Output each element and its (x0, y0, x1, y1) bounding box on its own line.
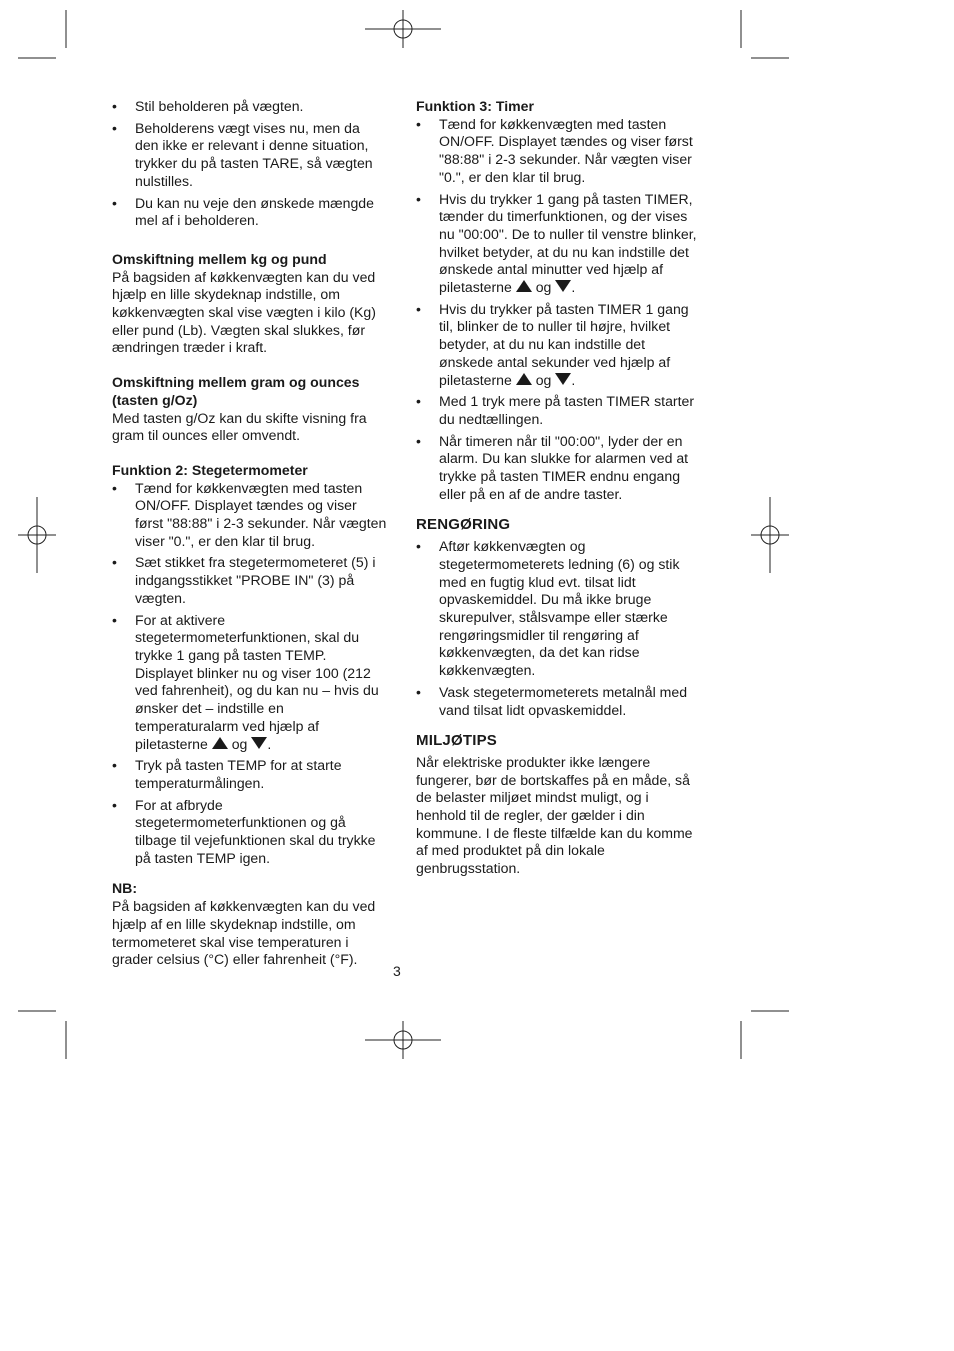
list-item: • Stil beholderen på vægten. (112, 98, 387, 116)
og-text: og (535, 371, 552, 388)
list-item: • Når timeren når til "00:00", lyder der en alarm. Du kan slukke for alarmen ved at trykke på tasten TIMER endnu engang eller på en af de andre taster. (416, 433, 698, 504)
gram-heading: Omskiftning mellem gram og ounces (tasten g/Oz) (112, 374, 360, 408)
period-text: . (571, 371, 576, 388)
list-item: • Tryk på tasten TEMP for at starte temperaturmålingen. (112, 757, 387, 792)
arrow-up-icon (212, 737, 228, 749)
right-column (416, 98, 698, 878)
list-item (416, 301, 698, 390)
arrow-up-icon (516, 373, 532, 385)
function3-list (416, 116, 698, 504)
cleaning-list (416, 538, 698, 719)
arrow-down-icon (251, 737, 267, 749)
gram-paragraph: Med tasten g/Oz kan du skifte visning fra gram til ounces eller omvendt. (112, 409, 367, 444)
function3-heading: Funktion 3: Timer (416, 98, 534, 114)
nb-heading: NB: (112, 880, 138, 897)
list-item-text: Hvis du trykker 1 gang på tasten TIMER, tænder du timerfunktionen, og der vises nu "00:00". De to nuller til venstre blinker, hvilket betyder, at du nu kan indstille det ønskede antal minutter ved hjælp af piletasterne (439, 190, 697, 296)
page-number: 3 (393, 963, 401, 979)
cleaning-heading: RENGØRING (416, 516, 511, 534)
list-item: • Vask stegetermometerets metalnål med vand tilsat lidt opvaskemiddel. (416, 684, 698, 719)
list-item-text: For at aktivere stegetermometerfunktionen, skal du trykke 1 gang på tasten TEMP. Displayet blinker nu og viser 100 (212 ved fahrenheit), og du kan nu – hvis du ønsker det – indstille en temperaturalarm ved hjælp af piletasterne (135, 611, 379, 752)
function2-list (112, 480, 387, 868)
intro-list (112, 98, 387, 230)
period-text: . (571, 279, 576, 296)
environment-heading: MILJØTIPS (416, 732, 497, 750)
left-column (112, 98, 387, 969)
list-item-text: Hvis du trykker på tasten TIMER 1 gang til, blinker de to nuller til højre, hvilket betyder, at du nu kan indstille det ønskede antal sekunder ved hjælp af piletasterne (439, 300, 689, 388)
list-item (112, 612, 387, 754)
list-item (416, 191, 698, 297)
arrow-down-icon (555, 280, 571, 292)
arrow-down-icon (555, 373, 571, 385)
list-item: • Tænd for køkkenvægten med tasten ON/OFF. Displayet tændes og viser først "88:88" i 2-3 sekunder. Når vægten viser "0.", er den klar til brug. (112, 480, 387, 551)
list-item: • For at afbryde stegetermometerfunktionen og gå tilbage til vejefunktionen skal du trykke på tasten TEMP igen. (112, 797, 387, 868)
list-item: • Beholderens vægt vises nu, men da den ikke er relevant i denne situation, trykker du på tasten TARE, så vægten nulstilles. (112, 120, 387, 191)
period-text: . (267, 735, 272, 752)
og-text: og (231, 735, 248, 752)
nb-paragraph: På bagsiden af køkkenvægten kan du ved hjælp af en lille skydeknap indstille, om termometeret skal vise temperaturen i grader celsius (°C) eller fahrenheit (°F). (112, 898, 376, 968)
function2-heading: Funktion 2: Stegetermometer (112, 461, 308, 478)
kg-heading: Omskiftning mellem kg og pund (112, 250, 327, 267)
og-text: og (535, 279, 552, 296)
arrow-up-icon (516, 280, 532, 292)
list-item: • Med 1 tryk mere på tasten TIMER starter du nedtællingen. (416, 393, 698, 428)
kg-paragraph: På bagsiden af køkkenvægten kan du ved hjælp en lille skydeknap indstille, om køkkenvægten skal vise vægten i kilo (Kg) eller pund (Lb). Vægten skal slukkes, før ændringen træder i kraft. (112, 268, 376, 356)
list-item: • Aftør køkkenvægten og stegetermometerets ledning (6) og stik med en fugtig klud evt. tilsat lidt opvaskemiddel. Du må ikke bruge skurepulver, stålsvampe eller stærke rengøringsmidler til rengøring af køkkenvægten, da det kan ridse køkkenvægten. (416, 538, 698, 680)
environment-paragraph: Når elektriske produkter ikke længere fungerer, bør de bortskaffes på en måde, så de belaster miljøet mindst muligt, og i henhold til de regler, der gælder i din kommune. I de fleste tilfælde kan du komme af med produktet på din lokale genbrugsstation. (416, 753, 693, 877)
list-item: • Tænd for køkkenvægten med tasten ON/OFF. Displayet tændes og viser først "88:88" i 2-3 sekunder. Når vægten viser "0.", er den klar til brug. (416, 116, 698, 187)
list-item: • Sæt stikket fra stegetermometeret (5) i indgangsstikket "PROBE IN" (3) på vægten. (112, 554, 387, 607)
list-item: • Du kan nu veje den ønskede mængde mel af i beholderen. (112, 195, 387, 230)
